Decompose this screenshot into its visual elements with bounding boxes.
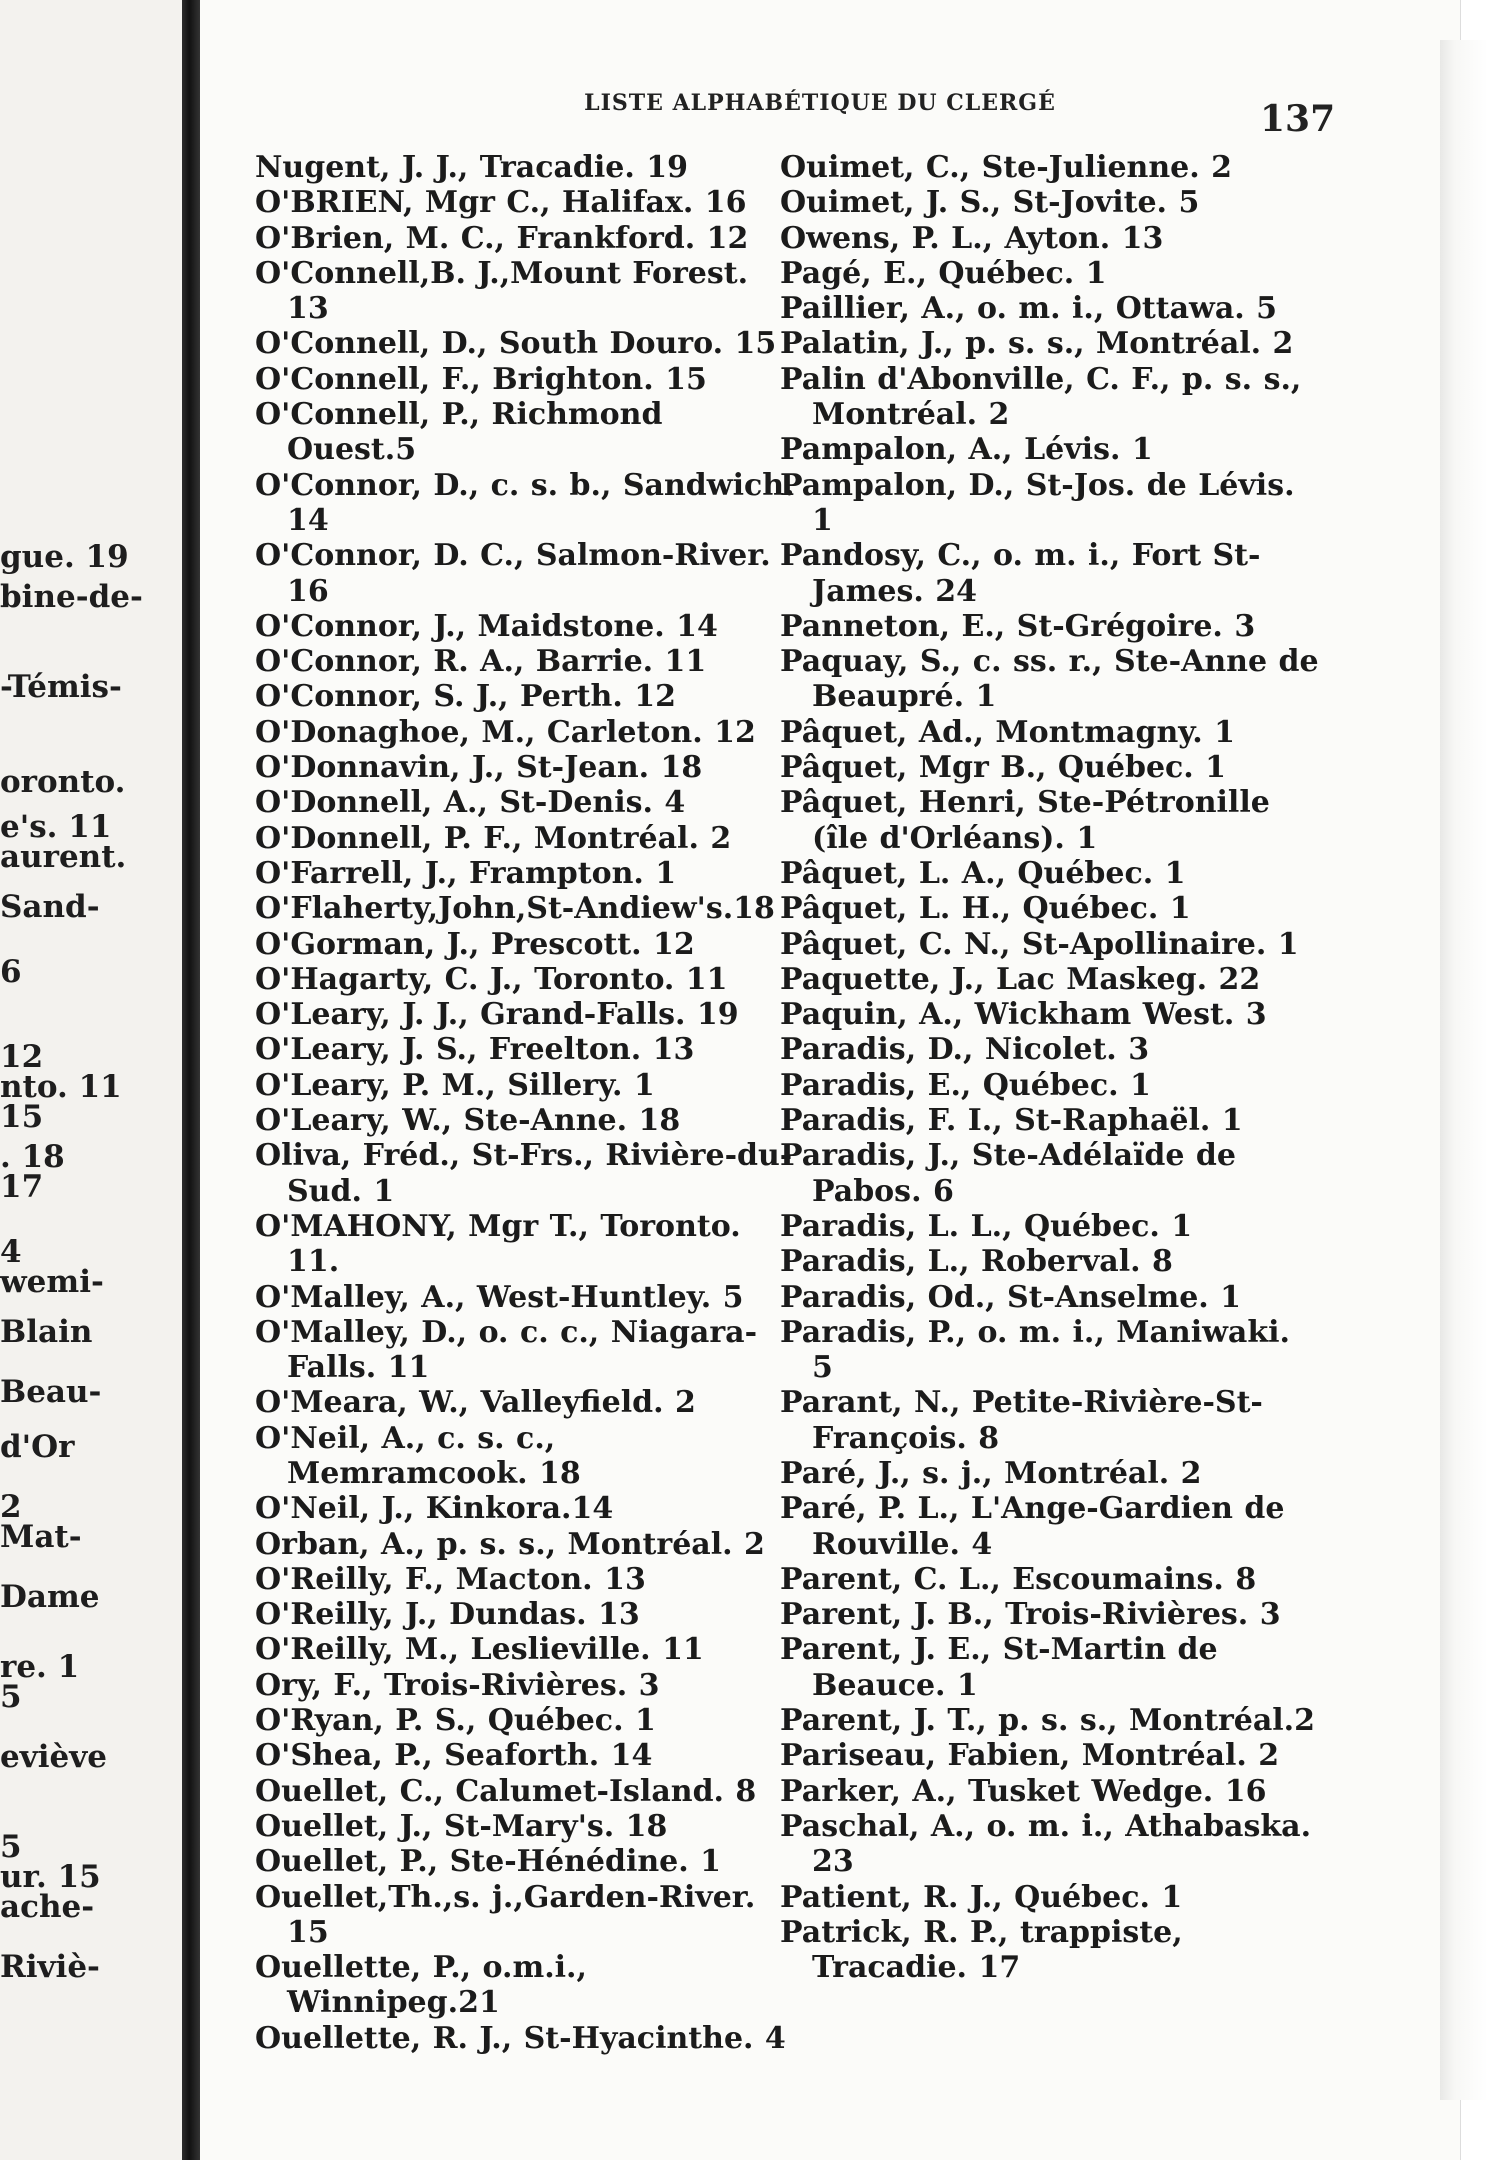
facing-page-text: 5 bbox=[0, 1679, 22, 1715]
facing-page-text: Sand- bbox=[0, 889, 100, 925]
facing-page-text: nto. 11 bbox=[0, 1069, 122, 1105]
directory-entry: O'Connor, D. C., Salmon-River. 16 bbox=[255, 538, 771, 609]
directory-entry: Paillier, A., o. m. i., Ottawa. 5 bbox=[780, 291, 1278, 327]
directory-entry: Pandosy, C., o. m. i., Fort St-James. 24 bbox=[780, 538, 1261, 609]
directory-entry: Patrick, R. P., trappiste, Tracadie. 17 bbox=[780, 1914, 1183, 1986]
directory-entry: O'Leary, J. S., Freelton. 13 bbox=[255, 1032, 695, 1068]
directory-entry: Paschal, A., o. m. i., Athabaska. 23 bbox=[780, 1808, 1312, 1880]
directory-entry: Ouimet, C., Ste-Julienne. 2 bbox=[780, 150, 1233, 185]
directory-entry: Paradis, Od., St-Anselme. 1 bbox=[780, 1279, 1242, 1315]
directory-entry: Paré, J., s. j., Montréal. 2 bbox=[780, 1455, 1202, 1491]
directory-entry: Paradis, F. I., St-Raphaël. 1 bbox=[780, 1103, 1243, 1139]
directory-entry: Palatin, J., p. s. s., Montréal. 2 bbox=[780, 326, 1294, 362]
directory-entry: O'Neil, A., c. s. c., Memramcook. 18 bbox=[255, 1420, 581, 1491]
directory-entry: Ouellet, P., Ste-Hénédine. 1 bbox=[255, 1844, 722, 1880]
directory-entry: O'Connell, F., Brighton. 15 bbox=[255, 361, 707, 397]
directory-entry: O'Gorman, J., Prescott. 12 bbox=[255, 926, 695, 962]
facing-page-text: gue. 19 bbox=[0, 539, 129, 575]
directory-entry: O'Shea, P., Seaforth. 14 bbox=[255, 1738, 653, 1774]
facing-page-text: oronto. bbox=[0, 764, 126, 800]
directory-entry: Ouellet,Th.,s. j.,Garden-River. 15 bbox=[255, 1879, 756, 1950]
facing-page-text: Blain bbox=[0, 1314, 93, 1350]
directory-entry: Ouellette, P., o.m.i., Winnipeg.21 bbox=[255, 1950, 587, 2021]
directory-entry: O'MAHONY, Mgr T., Toronto. 11. bbox=[255, 1208, 741, 1280]
directory-entry: O'Connell, D., South Douro. 15 bbox=[255, 326, 777, 362]
directory-entry: O'Ryan, P. S., Québec. 1 bbox=[255, 1703, 656, 1739]
directory-entry: O'Connell, P., Richmond Ouest.5 bbox=[255, 397, 663, 468]
directory-entry: O'Donaghoe, M., Carleton. 12 bbox=[255, 714, 756, 750]
directory-entry: O'Meara, W., Valleyfield. 2 bbox=[255, 1385, 696, 1421]
facing-page-text: eviève bbox=[0, 1739, 107, 1775]
directory-entry: Pariseau, Fabien, Montréal. 2 bbox=[780, 1738, 1280, 1774]
facing-page-text: bine-de- bbox=[0, 579, 143, 615]
directory-entry: Pampalon, A., Lévis. 1 bbox=[780, 432, 1153, 468]
facing-page-text: 17 bbox=[0, 1169, 44, 1205]
directory-entry: Palin d'Abonville, C. F., p. s. s., Montréal. 2 bbox=[780, 361, 1302, 433]
facing-page-text: wemi- bbox=[0, 1264, 104, 1300]
directory-entry: Paquette, J., Lac Maskeg. 22 bbox=[780, 961, 1261, 997]
directory-entry: Paquay, S., c. ss. r., Ste-Anne de Beaupré. 1 bbox=[780, 644, 1319, 715]
facing-page-text: 4 bbox=[0, 1234, 22, 1270]
directory-entry: O'Farrell, J., Frampton. 1 bbox=[255, 855, 677, 891]
directory-entry: O'Reilly, J., Dundas. 13 bbox=[255, 1597, 640, 1633]
directory-entry: O'BRIEN, Mgr C., Halifax. 16 bbox=[255, 185, 747, 221]
directory-entry: Pâquet, C. N., St-Apollinaire. 1 bbox=[780, 926, 1299, 962]
directory-entry: O'Connor, D., c. s. b., Sandwich. 14 bbox=[255, 467, 795, 538]
directory-entry: O'Neil, J., Kinkora.14 bbox=[255, 1491, 614, 1527]
facing-page-text: d'Or bbox=[0, 1429, 75, 1465]
directory-entry: O'Connor, S. J., Perth. 12 bbox=[255, 679, 676, 715]
directory-entry: O'Leary, P. M., Sillery. 1 bbox=[255, 1067, 655, 1103]
directory-entry: Parent, J. E., St-Martin de Beauce. 1 bbox=[780, 1632, 1218, 1703]
directory-entry: Panneton, E., St-Grégoire. 3 bbox=[780, 608, 1256, 644]
book-gutter bbox=[182, 0, 200, 2160]
facing-page-text: 15 bbox=[0, 1099, 44, 1135]
directory-entry: Paradis, P., o. m. i., Maniwaki. 5 bbox=[780, 1314, 1290, 1386]
directory-entry: Pâquet, Mgr B., Québec. 1 bbox=[780, 750, 1227, 786]
directory-entry: O'Malley, D., o. c. c., Niagara-Falls. 11 bbox=[255, 1314, 758, 1386]
directory-entry: Ouimet, J. S., St-Jovite. 5 bbox=[780, 185, 1200, 221]
entries-column-right bbox=[780, 150, 1320, 1985]
directory-entry: O'Donnell, P. F., Montréal. 2 bbox=[255, 820, 732, 856]
directory-entry: Ory, F., Trois-Rivières. 3 bbox=[255, 1667, 660, 1703]
directory-entry: Parent, C. L., Escoumains. 8 bbox=[780, 1561, 1257, 1597]
facing-page-text: Mat- bbox=[0, 1519, 82, 1555]
facing-page-text: -Témis- bbox=[0, 669, 122, 705]
directory-entry: Orban, A., p. s. s., Montréal. 2 bbox=[255, 1526, 765, 1562]
page-number: 137 bbox=[1260, 98, 1336, 140]
directory-entry: Pâquet, L. H., Québec. 1 bbox=[780, 891, 1191, 927]
directory-entry: Paquin, A., Wickham West. 3 bbox=[780, 997, 1267, 1033]
entries-column-left bbox=[255, 150, 795, 2056]
directory-entry: Parant, N., Petite-Rivière-St-François. 8 bbox=[780, 1385, 1263, 1456]
directory-entry: Paradis, D., Nicolet. 3 bbox=[780, 1032, 1150, 1068]
directory-entry: Ouellet, C., Calumet-Island. 8 bbox=[255, 1773, 757, 1809]
directory-entry: Pâquet, Ad., Montmagny. 1 bbox=[780, 714, 1236, 750]
facing-page-text: ache- bbox=[0, 1889, 95, 1925]
directory-entry: O'Reilly, F., Macton. 13 bbox=[255, 1561, 646, 1597]
facing-page-text: aurent. bbox=[0, 839, 127, 875]
book-page bbox=[200, 0, 1461, 2160]
directory-entry: Pâquet, L. A., Québec. 1 bbox=[780, 855, 1186, 891]
facing-page-text: re. 1 bbox=[0, 1649, 80, 1685]
directory-entry: O'Donnell, A., St-Denis. 4 bbox=[255, 785, 686, 821]
directory-entry: Paré, P. L., L'Ange-Gardien de Rouville. 4 bbox=[780, 1491, 1285, 1562]
directory-entry: O'Hagarty, C. J., Toronto. 11 bbox=[255, 961, 728, 997]
directory-entry: O'Connell,B. J.,Mount Forest. 13 bbox=[255, 255, 749, 327]
facing-page-text: 2 bbox=[0, 1489, 22, 1525]
directory-entry: O'Donnavin, J., St-Jean. 18 bbox=[255, 750, 703, 786]
directory-entry: O'Connor, J., Maidstone. 14 bbox=[255, 608, 718, 644]
directory-entry: Paradis, L. L., Québec. 1 bbox=[780, 1208, 1193, 1244]
directory-entry: Pâquet, Henri, Ste-Pétronille (île d'Orléans). 1 bbox=[780, 785, 1270, 856]
directory-entry: O'Connor, R. A., Barrie. 11 bbox=[255, 644, 707, 680]
facing-page-text: 6 bbox=[0, 954, 22, 990]
facing-page-text: Riviè- bbox=[0, 1949, 100, 1985]
facing-page-text: 12 bbox=[0, 1039, 44, 1075]
directory-entry: Parker, A., Tusket Wedge. 16 bbox=[780, 1773, 1267, 1809]
facing-page-text: . 18 bbox=[0, 1139, 65, 1175]
directory-entry: Pagé, E., Québec. 1 bbox=[780, 255, 1107, 291]
directory-entry: Ouellette, R. J., St-Hyacinthe. 4 bbox=[255, 2020, 786, 2056]
directory-entry: Paradis, J., Ste-Adélaïde de Pabos. 6 bbox=[780, 1138, 1236, 1209]
directory-entry: Paradis, E., Québec. 1 bbox=[780, 1067, 1151, 1103]
directory-entry: Parent, J. B., Trois-Rivières. 3 bbox=[780, 1597, 1281, 1633]
facing-page-text: Beau- bbox=[0, 1374, 102, 1410]
directory-entry: O'Malley, A., West-Huntley. 5 bbox=[255, 1279, 744, 1315]
directory-entry: O'Brien, M. C., Frankford. 12 bbox=[255, 220, 749, 256]
running-header: LISTE ALPHABÉTIQUE DU CLERGÉ bbox=[584, 90, 1056, 116]
directory-entry: Parent, J. T., p. s. s., Montréal.2 bbox=[780, 1703, 1315, 1739]
facing-page-text: Dame bbox=[0, 1579, 100, 1615]
directory-entry: Paradis, L., Roberval. 8 bbox=[780, 1244, 1173, 1280]
directory-entry: O'Flaherty,John,St-Andiew's.18 bbox=[255, 891, 775, 927]
facing-page-fragment bbox=[0, 0, 188, 2160]
directory-entry: O'Leary, W., Ste-Anne. 18 bbox=[255, 1103, 681, 1139]
page-edge bbox=[1440, 40, 1488, 2100]
facing-page-text: e's. 11 bbox=[0, 809, 112, 845]
directory-entry: O'Leary, J. J., Grand-Falls. 19 bbox=[255, 997, 739, 1033]
directory-entry: Owens, P. L., Ayton. 13 bbox=[780, 220, 1164, 256]
facing-page-text: ur. 15 bbox=[0, 1859, 101, 1895]
directory-entry: Patient, R. J., Québec. 1 bbox=[780, 1879, 1183, 1915]
directory-entry: Nugent, J. J., Tracadie. 19 bbox=[255, 150, 688, 185]
directory-entry: Oliva, Fréd., St-Frs., Rivière-du-Sud. 1 bbox=[255, 1138, 793, 1209]
directory-entry: Pampalon, D., St-Jos. de Lévis. 1 bbox=[780, 467, 1295, 538]
directory-entry: Ouellet, J., St-Mary's. 18 bbox=[255, 1808, 668, 1844]
facing-page-text: 5 bbox=[0, 1829, 22, 1865]
directory-entry: O'Reilly, M., Leslieville. 11 bbox=[255, 1632, 704, 1668]
